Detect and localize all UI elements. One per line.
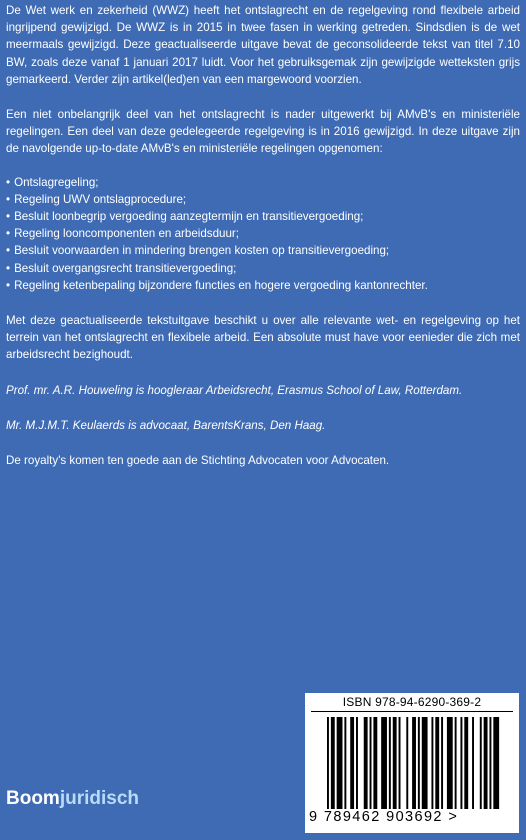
list-item: • Regeling UWV ontslagprocedure; (6, 191, 520, 208)
logo-part-boom: Boom (6, 788, 60, 809)
regulations-paragraph: Een niet onbelangrijk deel van het ontslagrecht is nader uitgewerkt bij AMvB's en ministeriële regelingen. Een deel van deze gedelegeerde regelgeving is in 2016 gewijzigd. In deze uitgave zijn de navolgende up-to-date AMvB's en ministeriële regelingen opgenomen: (6, 108, 520, 156)
publisher-logo (6, 788, 139, 810)
regulations-list (6, 174, 520, 294)
back-cover-text (6, 2, 520, 469)
list-item: • Besluit voorwaarden in mindering brengen kosten op transitievergoeding; (6, 242, 520, 259)
barcode-digits: 9 789462 903692 > (309, 809, 459, 825)
barcode-icon (327, 717, 503, 809)
barcode-label (305, 693, 519, 833)
list-item: • Regeling looncomponenten en arbeidsduur; (6, 225, 520, 242)
royalty-note: De royalty's komen ten goede aan de Stichting Advocaten voor Advocaten. (6, 454, 390, 468)
list-item: • Besluit loonbegrip vergoeding aanzegtermijn en transitievergoeding; (6, 208, 520, 225)
list-item: • Ontslagregeling; (6, 174, 520, 191)
author-houweling: Prof. mr. A.R. Houweling is hoogleraar Arbeidsrecht, Erasmus School of Law, Rotterdam. (6, 383, 463, 397)
author-keulaerds: Mr. M.J.M.T. Keulaerds is advocaat, BarentsKrans, Den Haag. (6, 418, 326, 432)
isbn-divider (311, 711, 513, 712)
logo-part-juridisch: juridisch (59, 788, 140, 809)
isbn-number: ISBN 978-94-6290-369-2 (342, 695, 482, 709)
intro-paragraph: De Wet werk en zekerheid (WWZ) heeft het ontslagrecht en de regelgeving rond flexibele arbeid ingrijpend gewijzigd. De WWZ is in 2015 in twee fasen in werking getreden. Sindsdien is de wet meermaals gewijzigd. Deze geactualiseerde uitgave bevat de geconsolideerde tekst van titel 7.10 BW, zoals deze vanaf 1 januari 2017 luidt. Voor het gebruiksgemak zijn gewijzigde wetteksten grijs gemarkeerd. Verder zijn artikel(led)en van een margewoord voorzien. (6, 4, 520, 86)
list-item: • Regeling ketenbepaling bijzondere functies en hogere vergoeding kantonrechter. (6, 277, 520, 294)
list-item: • Besluit overgangsrecht transitievergoeding; (6, 260, 520, 277)
summary-paragraph: Met deze geactualiseerde tekstuitgave beschikt u over alle relevante wet- en regelgeving op het terrein van het ontslagrecht en flexibele arbeid. Een absolute must have voor eenieder die zich met arbeidsrecht bezighoudt. (6, 314, 520, 362)
